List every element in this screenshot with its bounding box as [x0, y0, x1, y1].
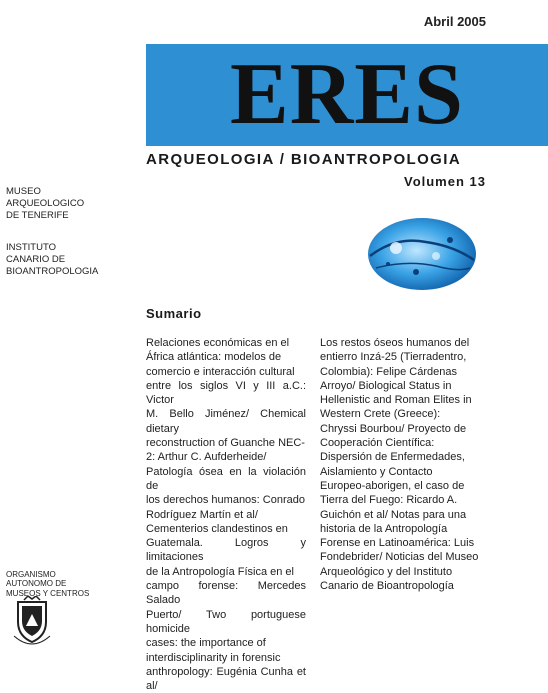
sumario-line: Arqueológico y del Instituto: [320, 565, 453, 578]
affiliation-line: ORGANISMO: [6, 570, 56, 579]
sumario-line: de la Antropología Física en el: [146, 565, 294, 578]
sumario-line: Rodríguez Martín et al/: [146, 508, 258, 521]
affiliation-line: DE TENERIFE: [6, 210, 69, 221]
sumario-line: Guichón et al/ Notas para una: [320, 508, 467, 521]
sumario-line: Tierra del Fuego: Ricardo A.: [320, 494, 458, 507]
affiliation-line: CANARIO DE: [6, 254, 66, 265]
sumario-line: Europeo-aborigen, el caso de: [320, 479, 465, 492]
sumario-line: 2: Arthur C. Aufderheide/: [146, 451, 267, 464]
sumario-line: cases: the importance of: [146, 637, 266, 650]
sumario-line: Canario de Bioantropología: [320, 580, 454, 593]
sumario-line: interdisciplinarity in forensic: [146, 651, 281, 664]
title-banner: [146, 44, 548, 146]
sumario-line: Cementerios clandestinos en: [146, 522, 288, 535]
sumario-line: campo forense: Mercedes Salado: [146, 580, 306, 607]
journal-subtitle: ARQUEOLOGIA / BIOANTROPOLOGIA: [146, 151, 462, 168]
sumario-line: Hellenistic and Roman Elites in: [320, 394, 472, 407]
organismo-affiliation: [6, 570, 89, 598]
circular-emblem-icon: [366, 216, 478, 292]
sumario-line: los derechos humanos: Conrado: [146, 494, 305, 507]
volume-number: Volumen 13: [403, 174, 486, 189]
sumario-line: Western Crete (Greece):: [320, 408, 441, 421]
sumario-line: Guatemala. Logros y limitaciones: [146, 537, 306, 564]
sumario-line: entierro Inzá-25 (Tierradentro,: [320, 351, 467, 364]
sumario-line: Dispersión de Enfermedades,: [320, 451, 465, 464]
affiliation-line: BIOANTROPOLOGIA: [6, 266, 99, 277]
sumario-left-column: [146, 336, 306, 693]
instituto-affiliation: [6, 242, 98, 278]
sumario-line: Patología ósea en la violación de: [146, 465, 306, 492]
sumario-line: Aislamiento y Contacto: [320, 465, 433, 478]
journal-title: ERES: [230, 46, 464, 143]
sumario-line: entre los siglos VI y III a.C.: Victor: [146, 379, 306, 407]
sumario-line: M. Bello Jiménez/ Chemical dietary: [146, 408, 306, 435]
sumario-line: comercio e interacción cultural: [146, 365, 295, 378]
sumario-line: Arroyo/ Biological Status in: [320, 379, 452, 392]
cabildo-shield-icon: [10, 596, 54, 648]
sumario-line: Cooperación Científica:: [320, 437, 435, 450]
affiliation-line: MUSEOS Y CENTROS: [6, 588, 90, 598]
sumario-line: Chryssi Bourbou/ Proyecto de: [320, 422, 467, 435]
sumario-line: Los restos óseos humanos del: [320, 337, 470, 349]
sumario-line: Puerto/ Two portuguese homicide: [146, 608, 306, 635]
sumario-line: Relaciones económicas en el: [146, 337, 290, 349]
sumario-line: Forense en Latinoamérica: Luis: [320, 537, 475, 550]
affiliation-line: AUTONOMO DE: [6, 579, 67, 589]
affiliation-line: INSTITUTO: [6, 242, 56, 253]
sumario-line: anthropology: Eugénia Cunha et al/: [146, 665, 306, 693]
museo-affiliation: [6, 186, 84, 222]
sumario-heading: Sumario: [146, 306, 202, 321]
affiliation-line: ARQUEOLOGICO: [6, 198, 85, 209]
sumario-line: reconstruction of Guanche NEC-: [146, 437, 305, 450]
sumario-line: Fondebrider/ Noticias del Museo: [320, 551, 479, 564]
affiliation-line: MUSEO: [6, 186, 41, 197]
issue-date: Abril 2005: [423, 14, 486, 29]
sumario-line: África atlántica: modelos de: [146, 351, 282, 364]
sumario-line: Colombia): Felipe Cárdenas: [320, 365, 457, 378]
sumario-right-column: [320, 336, 484, 593]
sumario-line: historia de la Antropología: [320, 522, 448, 535]
